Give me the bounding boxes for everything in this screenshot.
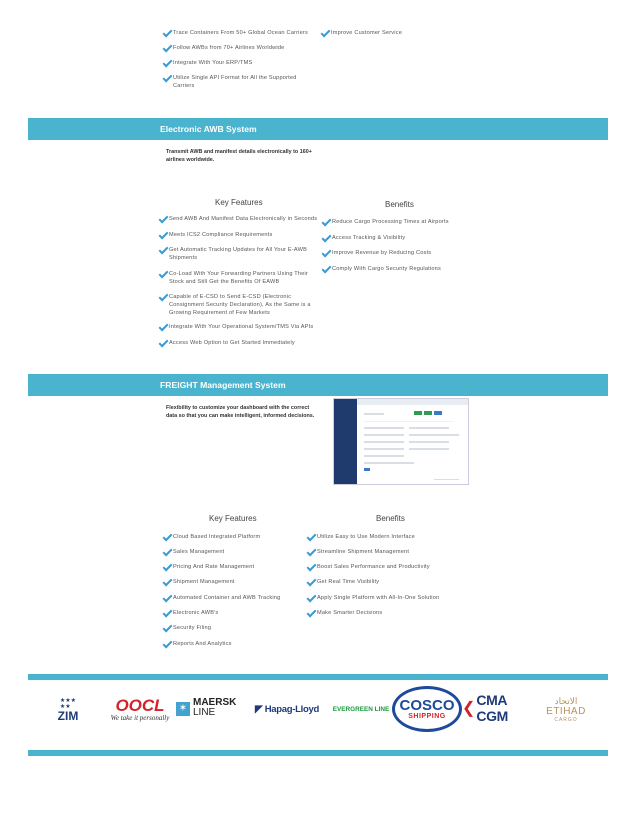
section-title: FREIGHT Management System <box>160 380 286 390</box>
list-item: Integrate With Your Operational System/TMS Via APIs <box>159 323 324 331</box>
list-item: Streamline Shipment Management <box>307 548 467 556</box>
section-band-awb <box>28 118 608 140</box>
check-icon <box>159 271 168 277</box>
check-icon <box>163 549 172 555</box>
dashboard-line <box>364 448 404 450</box>
dashboard-line <box>364 462 414 464</box>
list-item: Automated Container and AWB Tracking <box>163 594 303 602</box>
stars-icon: ★★★ ★★ <box>59 698 77 710</box>
check-icon <box>307 534 316 540</box>
list-item: Security Filing <box>163 624 303 632</box>
list-item: Trace Containers From 50+ Global Ocean Carriers <box>163 29 313 37</box>
dashboard-line <box>409 427 449 429</box>
list-item: Meets ICS2 Compliance Requirements <box>159 231 319 239</box>
key-features-heading: Key Features <box>209 514 257 523</box>
check-icon <box>307 579 316 585</box>
hapag-arrow-icon: ◤ <box>255 703 263 715</box>
check-icon <box>322 250 331 256</box>
list-item: Utilize Easy to Use Modern Interface <box>307 533 467 541</box>
check-icon <box>159 247 168 253</box>
maersk-logo: MAERSK LINE <box>193 697 237 718</box>
list-item: Make Smarter Decisions <box>307 609 467 617</box>
list-item: Access Web Option to Get Started Immediately <box>159 339 319 347</box>
list-item: Follow AWBs from 70+ Airlines Worldwide <box>163 44 313 52</box>
list-item: Integrate With Your ERP/TMS <box>163 59 313 67</box>
list-item: Improve Customer Service <box>321 29 471 37</box>
list-item: Cloud Based Integrated Platform <box>163 533 303 541</box>
check-icon <box>307 564 316 570</box>
list-item: Reduce Cargo Processing Times at Airports <box>322 218 482 226</box>
dashboard-line <box>434 479 459 480</box>
dashboard-line <box>409 441 449 443</box>
section-description: Transmit AWB and manifest details electronically to 160+ airlines worldwide. <box>166 149 312 163</box>
check-icon <box>307 549 316 555</box>
list-item: Get Real Time Visibility <box>307 578 467 586</box>
hapag-lloyd-logo: ◤ Hapag-Lloyd <box>255 703 319 715</box>
list-item: Access Tracking & Visibility <box>322 234 482 242</box>
dashboard-button <box>414 411 422 415</box>
dashboard-sidebar <box>334 399 357 484</box>
list-item: Boost Sales Performance and Productivity <box>307 563 467 571</box>
check-icon <box>163 579 172 585</box>
list-item: Sales Management <box>163 548 303 556</box>
dashboard-button <box>434 411 442 415</box>
check-icon <box>163 595 172 601</box>
check-icon <box>163 534 172 540</box>
evergreen-logo: EVERGREEN LINE <box>332 705 390 713</box>
check-icon <box>159 324 168 330</box>
section-divider <box>28 674 608 680</box>
cma-sail-icon: ❮ <box>462 700 476 717</box>
footer-divider <box>28 750 608 756</box>
list-item: Pricing And Rate Management <box>163 563 303 571</box>
list-item: Capable of E-CSD to Send E-CSD (Electronic Consignment Security Declaration), As the Same is a Growing Requirement of Few Markets <box>159 293 314 317</box>
dashboard-line <box>409 434 459 436</box>
check-icon <box>159 232 168 238</box>
list-item: Send AWB And Manifest Data Electronically in Seconds <box>159 215 319 223</box>
list-item: Electronic AWB's <box>163 609 303 617</box>
check-icon <box>163 564 172 570</box>
benefits-heading: Benefits <box>376 514 405 523</box>
check-icon <box>307 595 316 601</box>
check-icon <box>322 235 331 241</box>
dashboard-line <box>364 434 404 436</box>
check-icon <box>159 340 168 346</box>
etihad-cargo-logo: الاتحاد ETIHAD CARGO <box>546 695 586 723</box>
list-item: Get Automatic Tracking Updates for All Your E-AWB Shipments <box>159 246 314 262</box>
dashboard-line <box>409 448 449 450</box>
list-item: Apply Single Platform with All-In-One Solution <box>307 594 477 602</box>
list-item: Shipment Management <box>163 578 303 586</box>
check-icon <box>163 60 172 66</box>
check-icon <box>322 266 331 272</box>
carrier-logos <box>30 686 608 732</box>
list-item: Improve Revenue by Reducing Costs <box>322 249 482 257</box>
section-band-freight <box>28 374 608 396</box>
check-icon <box>159 216 168 222</box>
check-icon <box>163 75 172 81</box>
check-icon <box>163 641 172 647</box>
check-icon <box>159 294 168 300</box>
check-icon <box>307 610 316 616</box>
list-item: Comply With Cargo Security Regulations <box>322 265 482 273</box>
dashboard-topbar <box>357 399 468 405</box>
list-item: Utilize Single API Format for All the Supported Carriers <box>163 74 303 90</box>
oocl-logo: OOCL We take it personally <box>110 696 170 722</box>
list-item: Reports And Analytics <box>163 640 303 648</box>
check-icon <box>163 610 172 616</box>
check-icon <box>321 30 330 36</box>
dashboard-line <box>364 421 454 422</box>
key-features-heading: Key Features <box>215 198 263 207</box>
check-icon <box>322 219 331 225</box>
section-description: Flexibility to customize your dashboard with the correct data so that you can make intelligent, informed decisions. <box>166 405 315 419</box>
zim-logo: ★★★ ★★ ZIM <box>57 698 79 723</box>
dashboard-button <box>364 468 370 471</box>
benefits-heading: Benefits <box>385 200 414 209</box>
dashboard-line <box>364 455 404 457</box>
check-icon <box>163 30 172 36</box>
dashboard-screenshot <box>333 398 469 485</box>
check-icon <box>163 45 172 51</box>
section-title: Electronic AWB System <box>160 124 257 134</box>
dashboard-button <box>424 411 432 415</box>
dashboard-line <box>364 441 404 443</box>
maersk-star-icon: ✶ <box>176 702 190 716</box>
dashboard-line <box>364 413 384 415</box>
list-item: Co-Load With Your Forwarding Partners Using Their Stock and Still Get the Benefits Of EAWB <box>159 270 314 286</box>
cosco-logo: COSCO SHIPPING <box>392 686 462 732</box>
dashboard-line <box>364 427 404 429</box>
cma-cgm-logo: ❮ CMA CGM <box>462 692 508 724</box>
check-icon <box>163 625 172 631</box>
